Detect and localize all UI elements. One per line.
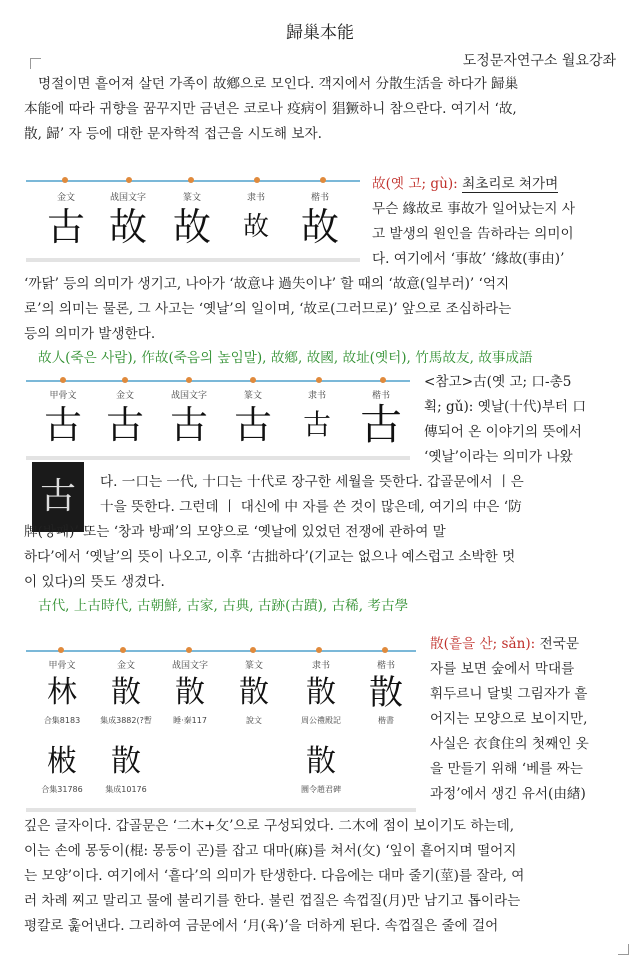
gu-side-text xyxy=(372,172,618,272)
intro-paragraph xyxy=(24,72,618,147)
script-label: 楷书 xyxy=(310,193,329,203)
glyph-column xyxy=(160,388,218,449)
figure-dot xyxy=(316,377,322,383)
glyph-column xyxy=(100,190,156,251)
source-label: 楷書 xyxy=(378,716,394,725)
figure-dot xyxy=(58,647,64,653)
san-heading: 散(흩을 산; sǎn): xyxy=(430,636,536,652)
go-line: ‘옛날’이라는 의미가 나왔 xyxy=(424,449,573,465)
page-corner-mark xyxy=(30,58,41,69)
glyph-column xyxy=(94,740,158,795)
gu-line: 로’의 의미는 물론, 그 사고는 ‘옛날’의 일이며, ‘故로(그러므로)’ 앞으로 조심하라는 xyxy=(24,301,512,317)
intro-line: 명절이면 흩어져 살던 가족이 故鄕으로 모인다. 객지에서 分散生活을 하다가 歸巢 xyxy=(38,76,519,92)
glyph: 散 xyxy=(306,744,336,779)
glyph: 散 xyxy=(306,675,336,710)
source-label: 合集31786 xyxy=(41,785,83,794)
glyph: 故 xyxy=(300,205,339,249)
gu-line: 고 발생의 원인을 告하라는 의미이 xyxy=(372,226,574,242)
glyph: 古 xyxy=(233,403,272,447)
source-label: 說文 xyxy=(246,716,262,725)
glyph: 古 xyxy=(169,403,208,447)
figure-dot xyxy=(122,377,128,383)
glyph-column xyxy=(288,388,346,449)
san-line: 이는 손에 몽둥이(棍: 몽둥이 곤)를 잡고 대마(麻)를 쳐서(攵) ‘잎이 흩어지며 떨어지 xyxy=(24,843,517,859)
figure-bar xyxy=(26,456,410,460)
glyph: 古 xyxy=(359,400,402,449)
script-label: 隶书 xyxy=(311,661,330,671)
source-label: 合集8183 xyxy=(43,716,81,725)
figure-dot xyxy=(186,647,192,653)
figure-dot xyxy=(62,177,68,183)
glyph-column xyxy=(34,388,92,449)
glyph-column xyxy=(32,658,92,726)
glyph: 散 xyxy=(369,673,403,713)
source-label: 集成10176 xyxy=(105,785,147,794)
go-line: 다. 一口는 一代, 十口는 十代로 장구한 세월을 뜻한다. 갑골문에서 丨은 xyxy=(100,474,524,490)
san-side-text xyxy=(430,632,618,807)
go-line: 十을 뜻한다. 그런데 丨 대신에 中 자를 쓴 것이 많은데, 여기의 中은 ‘防 xyxy=(100,499,522,515)
san-line: 을 만들기 위해 ‘베를 짜는 xyxy=(430,761,583,777)
script-label: 金文 xyxy=(56,193,75,203)
script-label: 楷书 xyxy=(371,391,390,401)
glyph-column xyxy=(164,190,220,251)
san-line: 전국문 xyxy=(539,636,579,652)
glyph: 散 xyxy=(239,675,269,710)
glyph-column xyxy=(96,388,154,449)
glyph: 林 xyxy=(47,675,77,710)
gu-line: ‘까닭’ 등의 의미가 생기고, 나아가 ‘故意냐 過失이냐’ 할 때의 ‘故意(일부러)’ ‘억지 xyxy=(24,276,510,292)
script-label: 篆文 xyxy=(244,661,263,671)
script-label: 楷书 xyxy=(376,661,395,671)
san-line: 사실은 衣食住의 첫째인 옷 xyxy=(430,736,589,752)
gu-word-list: 故人(죽은 사람), 作故(죽음의 높임말), 故鄕, 故國, 故址(옛터), 竹馬故友, 故事成語 xyxy=(38,350,533,366)
oracle-bone-thumbnail: 古 xyxy=(32,462,84,532)
figure-dot xyxy=(320,177,326,183)
figure-dot xyxy=(120,647,126,653)
glyph: 散 xyxy=(111,675,141,710)
figure-dot xyxy=(254,177,260,183)
gu-heading: 故(옛 고; gù): xyxy=(372,176,458,192)
glyph: 散 xyxy=(111,744,141,779)
figure-dot xyxy=(250,647,256,653)
glyph: 故 xyxy=(108,205,147,249)
script-label: 隶书 xyxy=(307,391,326,401)
gu-body-text xyxy=(24,272,618,347)
go-line: 牌(방패)’ 또는 ‘창과 방패’의 모양으로 ‘옛날에 있었던 전쟁에 관하여 말 xyxy=(24,524,446,540)
go-line: 획; gǔ): 옛날(十代)부터 口 xyxy=(424,399,586,415)
gu-evolution-figure xyxy=(26,178,360,264)
glyph-column xyxy=(292,190,348,251)
san-line: 깊은 글자이다. 갑골문은 ‘二木+攵’으로 구성되었다. 二木에 점이 보이기도 하는데, xyxy=(24,818,515,834)
gu-line: 등의 의미가 발생한다. xyxy=(24,326,156,342)
figure-bar xyxy=(26,808,416,812)
script-label: 战国文字 xyxy=(109,193,146,203)
go-word-list: 古代, 上古時代, 古朝鮮, 古家, 古典, 古跡(古蹟), 古稀, 考古學 xyxy=(38,598,409,614)
script-label: 金文 xyxy=(115,391,134,401)
glyph-column xyxy=(224,658,284,726)
san-line: 어지는 모양으로 보이지만, xyxy=(430,711,588,727)
figure-dot xyxy=(186,377,192,383)
go-line: 이 있다)의 뜻도 생겼다. xyxy=(24,574,165,590)
figure-dot xyxy=(60,377,66,383)
go-body-text xyxy=(24,520,618,595)
figure-dot xyxy=(382,647,388,653)
glyph: 㪔 xyxy=(47,744,77,779)
go-line: 傳되어 온 이야기의 뜻에서 xyxy=(424,424,582,440)
san-body-text xyxy=(24,814,618,939)
script-label: 隶书 xyxy=(246,193,265,203)
glyph: 古 xyxy=(46,205,85,249)
script-label: 金文 xyxy=(116,661,135,671)
figure-dot xyxy=(250,377,256,383)
byline: 도정문자연구소 월요강좌 xyxy=(462,53,616,69)
intro-line: 本能에 따라 귀향을 꿈꾸지만 금년은 코로나 疫病이 猖獗하니 참으란다. 여기서 ‘故, xyxy=(24,101,517,117)
script-label: 战国文字 xyxy=(170,391,207,401)
go-side-text xyxy=(424,370,618,470)
glyph-column xyxy=(160,658,220,726)
san-line: 는 모양’이다. 여기에서 ‘흩다’의 의미가 탄생한다. 다음에는 대마 줄기(莖)를 잘라, 여 xyxy=(24,868,525,884)
figure-rule xyxy=(26,650,416,652)
gu-line: 무슨 緣故로 事故가 일어났는지 사 xyxy=(372,201,575,217)
source-label: 周公禮殿記 xyxy=(301,716,341,725)
gu-line: 최초리로 쳐가며 xyxy=(462,176,559,192)
san-line: 휘두르니 달빛 그림자가 흩 xyxy=(430,686,588,702)
document-title: 歸巢本能 xyxy=(286,23,354,43)
script-label: 甲骨文 xyxy=(49,391,77,401)
script-label: 甲骨文 xyxy=(48,661,76,671)
figure-dot xyxy=(188,177,194,183)
glyph-column xyxy=(94,658,158,726)
go-line: <참고>古(옛 고; 口-총5 xyxy=(424,374,572,390)
source-label: 圜令趙君碑 xyxy=(301,785,341,794)
gu-line: 다. 여기에서 ‘事故’ ‘緣故(事由)’ xyxy=(372,251,565,267)
glyph-column xyxy=(356,658,416,726)
intro-line: 散, 歸’ 자 등에 대한 문자학적 접근을 시도해 보자. xyxy=(24,126,322,142)
glyph-column xyxy=(288,740,354,795)
page-corner-mark xyxy=(618,944,629,955)
glyph: 故 xyxy=(242,212,269,242)
glyph: 古 xyxy=(302,408,331,441)
glyph-column xyxy=(288,658,354,726)
source-label: 睡·秦117 xyxy=(173,716,207,725)
glyph-column xyxy=(228,190,284,251)
go-wrap-text xyxy=(100,470,618,520)
san-line: 평칼로 훑어낸다. 그리하여 금문에서 ‘月(육)’을 더하게 된다. 속껍질은 줄에 걸어 xyxy=(24,918,499,934)
script-label: 战国文字 xyxy=(171,661,208,671)
glyph-column xyxy=(352,388,410,449)
glyph-column xyxy=(32,740,92,795)
script-label: 篆文 xyxy=(182,193,201,203)
script-label: 篆文 xyxy=(243,391,262,401)
san-evolution-figure xyxy=(26,648,416,812)
figure-rule xyxy=(26,380,410,382)
glyph-column xyxy=(224,388,282,449)
glyph: 散 xyxy=(175,675,205,710)
san-line: 러 차례 찌고 말리고 물에 불리기를 한다. 불린 껍질은 속껍질(月)만 남기고 톱이라는 xyxy=(24,893,521,909)
go-evolution-figure xyxy=(26,378,410,462)
source-label: 集成3882(?暫 xyxy=(100,716,152,725)
san-line: 과정’에서 생긴 유서(由緖) xyxy=(430,786,586,802)
glyph: 故 xyxy=(172,205,211,249)
figure-bar xyxy=(26,258,360,262)
go-line: 하다’에서 ‘옛날’의 뜻이 나오고, 이후 ‘古拙하다’(기교는 없으나 예스럽고 소박한 멋 xyxy=(24,549,516,565)
glyph: 古 xyxy=(105,403,144,447)
figure-dot xyxy=(316,647,322,653)
glyph-column xyxy=(38,190,94,251)
figure-dot xyxy=(126,177,132,183)
figure-dot xyxy=(380,377,386,383)
glyph: 古 xyxy=(43,403,82,447)
san-line: 자를 보면 숲에서 막대를 xyxy=(430,661,575,677)
